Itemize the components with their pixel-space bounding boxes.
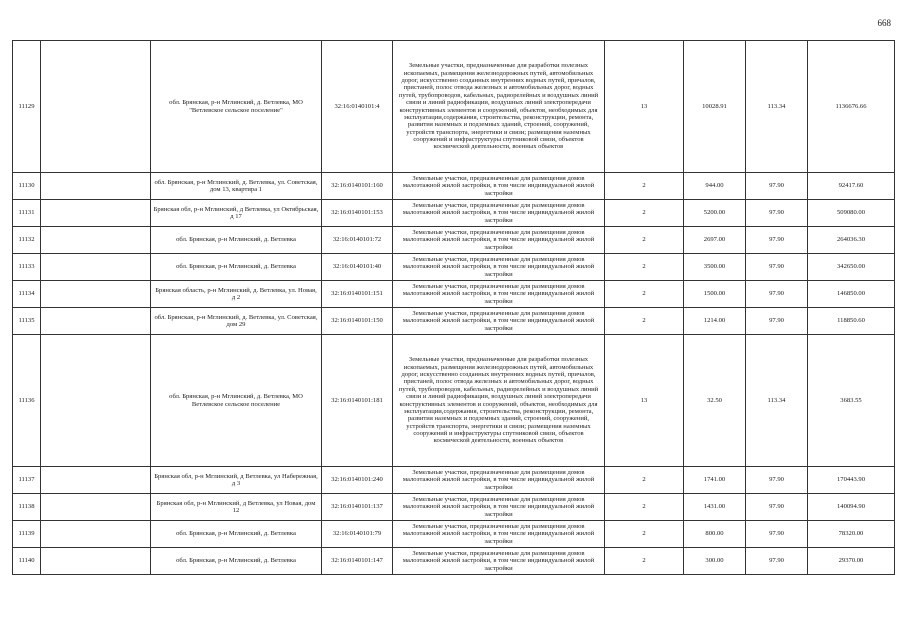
table-row [13,548,895,575]
cadastral-number-cell: 32:16:0140101:151 [322,281,393,308]
address-cell: обл. Брянская, р-н Мглинский, д. Ветлевка [151,227,322,254]
table-row [13,494,895,521]
specific-value-cell: 97.90 [746,227,808,254]
blank-cell [41,548,151,575]
specific-value-cell: 97.90 [746,548,808,575]
address-cell: Брянская обл, р-н Мглинский, д Ветлевка, ул Набережная, д 3 [151,467,322,494]
specific-value-cell: 97.90 [746,308,808,335]
cadastral-number-cell: 32:16:0140101:72 [322,227,393,254]
land-purpose-cell: Земельные участки, предназначенные для размещения домов малоэтажной жилой застройки, в том числе индивидуальной жилой застройки [393,494,605,521]
specific-value-cell: 97.90 [746,254,808,281]
cadastral-number-cell: 32:16:0140101:137 [322,494,393,521]
use-group-code-cell: 2 [605,467,684,494]
specific-value-cell: 97.90 [746,173,808,200]
cadastral-value-table [12,40,895,575]
cadastral-number-cell: 32:16:0140101:79 [322,521,393,548]
row-number-cell: 11132 [13,227,41,254]
row-number-cell: 11131 [13,200,41,227]
specific-value-cell: 97.90 [746,200,808,227]
area-cell: 1431.00 [684,494,746,521]
use-group-code-cell: 2 [605,254,684,281]
area-cell: 944.00 [684,173,746,200]
cadastral-value-cell: 264036.30 [808,227,895,254]
land-purpose-cell: Земельные участки, предназначенные для размещения домов малоэтажной жилой застройки, в том числе индивидуальной жилой застройки [393,521,605,548]
cadastral-value-cell: 1136676.66 [808,41,895,173]
area-cell: 1214.00 [684,308,746,335]
cadastral-value-cell: 140094.90 [808,494,895,521]
cadastral-number-cell: 32:16:0140101:4 [322,41,393,173]
cadastral-value-cell: 29370.00 [808,548,895,575]
row-number-cell: 11139 [13,521,41,548]
table-row [13,335,895,467]
use-group-code-cell: 2 [605,494,684,521]
page-number: 668 [877,18,891,28]
cadastral-number-cell: 32:16:0140101:147 [322,548,393,575]
cadastral-value-cell: 342650.00 [808,254,895,281]
address-cell: Брянская обл, р-н Мглинский, д Ветлевка, ул Новая, дом 12 [151,494,322,521]
area-cell: 800.00 [684,521,746,548]
cadastral-number-cell: 32:16:0140101:240 [322,467,393,494]
cadastral-number-cell: 32:16:0140101:160 [322,173,393,200]
land-purpose-cell: Земельные участки, предназначенные для размещения домов малоэтажной жилой застройки, в том числе индивидуальной жилой застройки [393,200,605,227]
specific-value-cell: 97.90 [746,281,808,308]
area-cell: 32.50 [684,335,746,467]
address-cell: обл. Брянская, р-н Мглинский, д. Ветлевка [151,548,322,575]
blank-cell [41,41,151,173]
area-cell: 1500.00 [684,281,746,308]
blank-cell [41,521,151,548]
use-group-code-cell: 2 [605,227,684,254]
row-number-cell: 11133 [13,254,41,281]
address-cell: обл. Брянская, р-н Мглинский, д. Ветлевка, ул. Советская, дом 13, квартира 1 [151,173,322,200]
row-number-cell: 11138 [13,494,41,521]
blank-cell [41,467,151,494]
table-row [13,281,895,308]
address-cell: Брянская область, р-н Мглинский, д. Ветлевка, ул. Новая, д 2 [151,281,322,308]
land-purpose-cell: Земельные участки, предназначенные для размещения домов малоэтажной жилой застройки, в том числе индивидуальной жилой застройки [393,227,605,254]
land-purpose-cell: Земельные участки, предназначенные для размещения домов малоэтажной жилой застройки, в том числе индивидуальной жилой застройки [393,173,605,200]
land-purpose-cell: Земельные участки, предназначенные для разработки полезных ископаемых, размещения железнодорожных путей, автомобильных дорог, искусственно созданных внутренних водных путей, причалов, пристаней, полос отвода железных и автомобильных дорог, водных путей, трубопроводов, кабельных, радиорелейных и воздушных линий связи и линий радиофикации, воздушных линий электропередачи конструктивных элементов и сооружений, объектов, необходимых для эксплуатации,содержания, строительства, реконструкции, ремонта, развития наземных и подземных зданий, строений, сооружений, устройств транспорта, энергетики и связи; размещения наземных сооружений и инфраструктуры спутниковой связи, объектов космической деятельности, военных объектов [393,41,605,173]
blank-cell [41,173,151,200]
cadastral-value-cell: 3683.55 [808,335,895,467]
area-cell: 3500.00 [684,254,746,281]
use-group-code-cell: 2 [605,308,684,335]
table-row [13,41,895,173]
specific-value-cell: 97.90 [746,521,808,548]
cadastral-number-cell: 32:16:0140101:153 [322,200,393,227]
table-row [13,521,895,548]
address-cell: обл. Брянская, р-н Мглинский, д. Ветлевка, МО "Ветлевское сельское поселение" [151,41,322,173]
blank-cell [41,281,151,308]
row-number-cell: 11140 [13,548,41,575]
cadastral-value-cell: 170443.90 [808,467,895,494]
use-group-code-cell: 2 [605,548,684,575]
row-number-cell: 11130 [13,173,41,200]
specific-value-cell: 97.90 [746,494,808,521]
land-purpose-cell: Земельные участки, предназначенные для размещения домов малоэтажной жилой застройки, в том числе индивидуальной жилой застройки [393,308,605,335]
blank-cell [41,200,151,227]
cadastral-number-cell: 32:16:0140101:40 [322,254,393,281]
area-cell: 1741.00 [684,467,746,494]
address-cell: Брянская обл, р-н Мглинский, д Ветлевка, ул Октябрьская, д 17 [151,200,322,227]
area-cell: 2697.00 [684,227,746,254]
land-purpose-cell: Земельные участки, предназначенные для размещения домов малоэтажной жилой застройки, в том числе индивидуальной жилой застройки [393,467,605,494]
land-purpose-cell: Земельные участки, предназначенные для разработки полезных ископаемых, размещения железнодорожных путей, автомобильных дорог, искусственно созданных внутренних водных путей, причалов, пристаней, полос отвода железных и автомобильных дорог, водных путей, трубопроводов, кабельных, радиорелейных и воздушных линий связи и линий радиофикации, воздушных линий электропередачи конструктивных элементов и сооружений, объектов, необходимых для эксплуатации,содержания, строительства, реконструкции, ремонта, развития наземных и подземных зданий, строений, сооружений, устройств транспорта, энергетики и связи; размещения наземных сооружений и инфраструктуры спутниковой связи, объектов космической деятельности, военных объектов [393,335,605,467]
specific-value-cell: 97.90 [746,467,808,494]
cadastral-value-cell: 118850.60 [808,308,895,335]
blank-cell [41,494,151,521]
use-group-code-cell: 2 [605,200,684,227]
table-row [13,467,895,494]
cadastral-value-cell: 509080.00 [808,200,895,227]
land-purpose-cell: Земельные участки, предназначенные для размещения домов малоэтажной жилой застройки, в том числе индивидуальной жилой застройки [393,548,605,575]
cadastral-number-cell: 32:16:0140101:150 [322,308,393,335]
address-cell: обл. Брянская, р-н Мглинский, д. Ветлевка [151,521,322,548]
address-cell: обл. Брянская, р-н Мглинский, д. Ветлевка, МО Ветлевское сельское поселение [151,335,322,467]
cadastral-value-cell: 92417.60 [808,173,895,200]
row-number-cell: 11136 [13,335,41,467]
cadastral-value-cell: 146850.00 [808,281,895,308]
row-number-cell: 11137 [13,467,41,494]
use-group-code-cell: 13 [605,335,684,467]
table-row [13,200,895,227]
table-row [13,227,895,254]
area-cell: 300.00 [684,548,746,575]
row-number-cell: 11135 [13,308,41,335]
table-row [13,308,895,335]
specific-value-cell: 113.34 [746,41,808,173]
land-purpose-cell: Земельные участки, предназначенные для размещения домов малоэтажной жилой застройки, в том числе индивидуальной жилой застройки [393,254,605,281]
cadastral-value-cell: 78320.00 [808,521,895,548]
address-cell: обл. Брянская, р-н Мглинский, д. Ветлевка [151,254,322,281]
table-row [13,173,895,200]
row-number-cell: 11129 [13,41,41,173]
cadastral-number-cell: 32:16:0140101:181 [322,335,393,467]
area-cell: 5200.00 [684,200,746,227]
blank-cell [41,227,151,254]
address-cell: обл. Брянская, р-н Мглинский, д. Ветлевка, ул. Советская, дом 29 [151,308,322,335]
blank-cell [41,308,151,335]
area-cell: 10028.91 [684,41,746,173]
use-group-code-cell: 2 [605,173,684,200]
use-group-code-cell: 2 [605,281,684,308]
land-purpose-cell: Земельные участки, предназначенные для размещения домов малоэтажной жилой застройки, в том числе индивидуальной жилой застройки [393,281,605,308]
specific-value-cell: 113.34 [746,335,808,467]
row-number-cell: 11134 [13,281,41,308]
blank-cell [41,335,151,467]
blank-cell [41,254,151,281]
use-group-code-cell: 13 [605,41,684,173]
use-group-code-cell: 2 [605,521,684,548]
table-body [13,41,895,575]
table-row [13,254,895,281]
